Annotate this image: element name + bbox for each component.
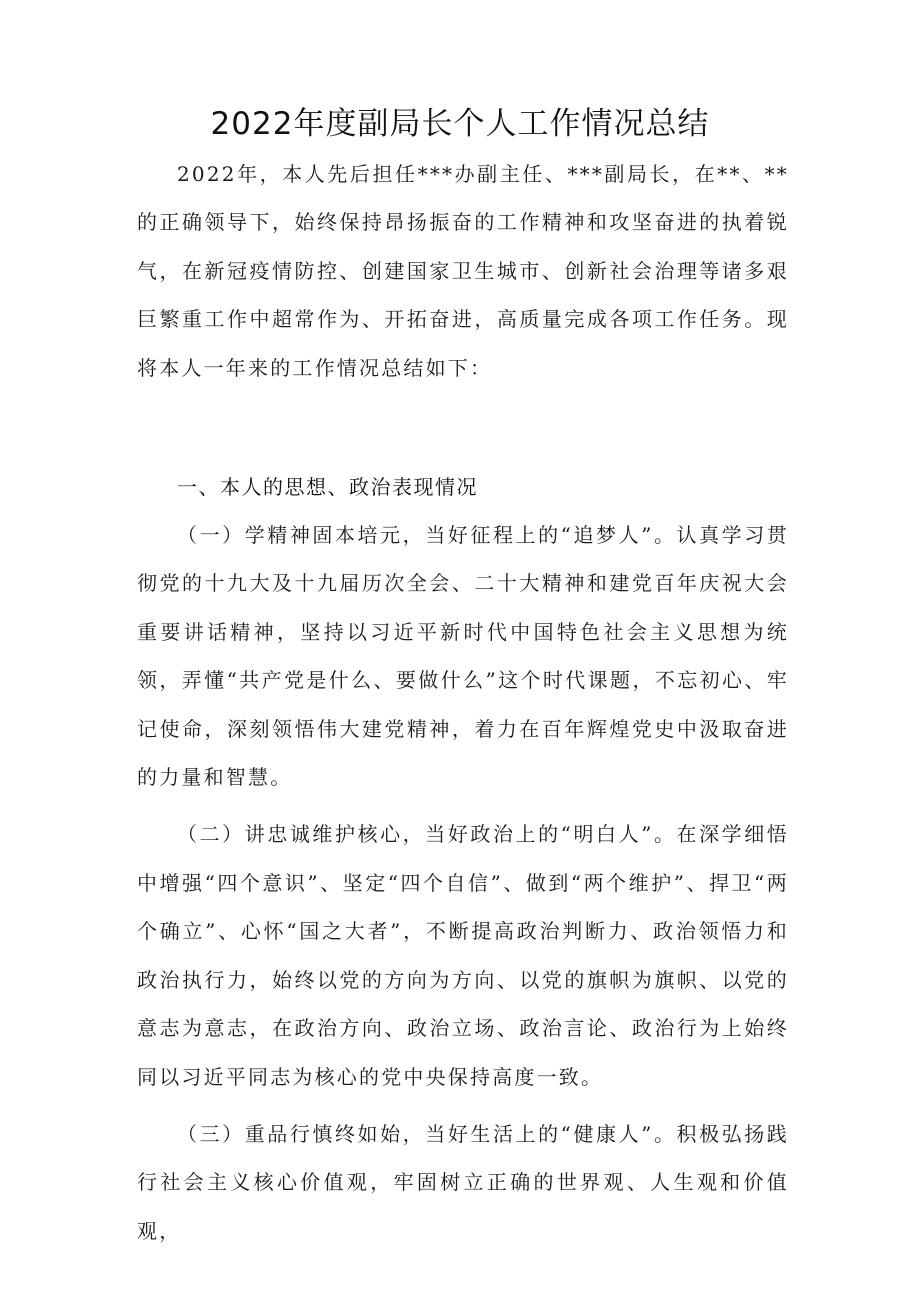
section-heading-1: 一、本人的思想、政治表现情况 xyxy=(177,475,478,500)
intro-paragraph: 2022年，本人先后担任***办副主任、***副局长，在**、**的正确领导下，始终保持昂扬振奋的工作精神和攻坚奋进的执着锐气，在新冠疫情防控、创建国家卫生城市、创新社会治理等诸多艰巨繁重工作中超常作为、开拓奋进，高质量完成各项工作任务。现将本人一年来的工作情况总结如下： xyxy=(137,162,789,380)
document-title: 2022年度副局长个人工作情况总结 xyxy=(210,106,710,142)
section1-paragraph-1: （一）学精神固本培元，当好征程上的“追梦人”。认真学习贯彻党的十九大及十九届历次全会、二十大精神和建党百年庆祝大会重要讲话精神，坚持以习近平新时代中国特色社会主义思想为统领，弄懂“共产党是什么、要做什么”这个时代课题，不忘初心、牢记使命，深刻领悟伟大建党精神，着力在百年辉煌党史中汲取奋进的力量和智慧。 xyxy=(137,523,789,790)
section1-paragraph-3: （三）重品行慎终如始，当好生活上的“健康人”。积极弘扬践行社会主义核心价值观，牢固树立正确的世界观、人生观和价值观， xyxy=(137,1121,789,1243)
section1-paragraph-2: （二）讲忠诚维护核心，当好政治上的“明白人”。在深学细悟中增强“四个意识”、坚定“四个自信”、做到“两个维护”、捍卫“两个确立”、心怀“国之大者”，不断提高政治判断力、政治领悟力和政治执行力，始终以党的方向为方向、以党的旗帜为旗帜、以党的意志为意志，在政治方向、政治立场、政治言论、政治行为上始终同以习近平同志为核心的党中央保持高度一致。 xyxy=(137,822,789,1089)
document-body xyxy=(137,150,789,1255)
